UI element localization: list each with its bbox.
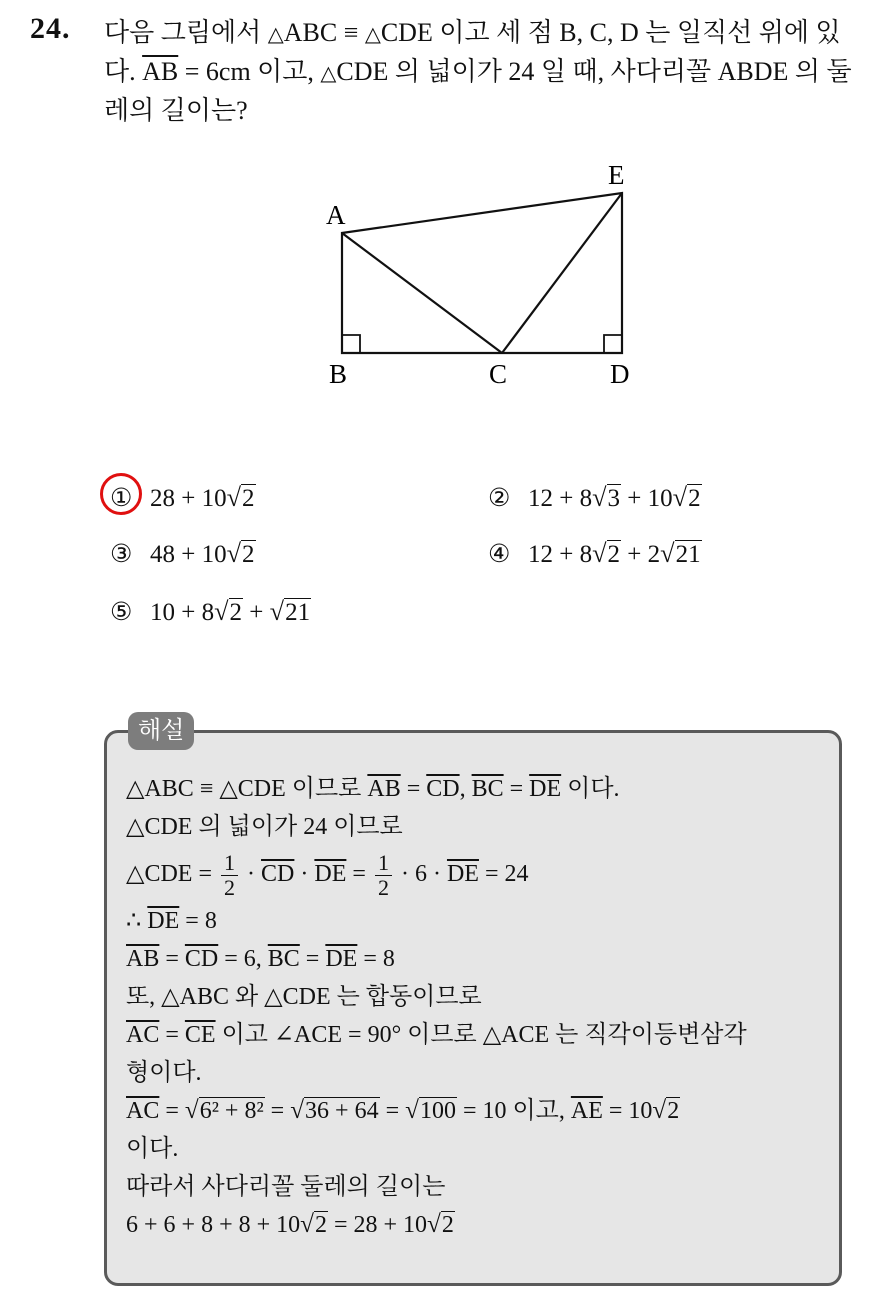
- solution-line-1: △ABC ≡ △CDE 이므로 $\overline{AB} = \overline{CD}$, $\overline{BC} = \overline{DE}$ 이다.: [126, 776, 620, 802]
- solution-line-12: 6 + 6 + 8 + 8 + 10√2 = 28 + 10√2: [126, 1211, 454, 1238]
- segment-ac: [342, 233, 502, 353]
- solution-line-7: $\overline{AC} = \overline{CE}$ 이고 ∠ACE = 90° 이므로 △ACE 는 직각이등변삼각: [126, 1022, 747, 1048]
- solution-line-4: ∴ $\overline{DE} = 8$: [126, 908, 217, 934]
- choice-1[interactable]: ① 28 + 10√2: [110, 483, 255, 512]
- choice-3[interactable]: ③ 48 + 10√2: [110, 539, 255, 568]
- solution-line-5: $\overline{AB} = \overline{CD} = 6$, $\overline{BC} = \overline{DE} = 8$: [126, 946, 395, 972]
- solution-line-2: △CDE 의 넓이가 24 이므로: [126, 814, 403, 840]
- question-number: 24.: [30, 12, 71, 45]
- label-b: B: [329, 359, 348, 389]
- segment-ce: [502, 193, 622, 353]
- question-text: 다음 그림에서 △ABC ≡ △CDE 이고 세 점 B, C, D 는 일직선 위에 있다. $\overline{AB} = 6cm$ 이고, △CDE 의 넓이가 24 일 때, 사다리꼴 ABDE 의 둘레의 길이는?: [104, 18, 852, 125]
- choice-5[interactable]: ⑤ 10 + 8√2 + √21: [110, 597, 311, 626]
- solution-line-10: 이다.: [126, 1136, 179, 1162]
- label-d: D: [610, 359, 630, 389]
- solution-line-8: 형이다.: [126, 1060, 202, 1086]
- label-a: A: [326, 200, 346, 230]
- solution-line-11: 따라서 사다리꼴 둘레의 길이는: [126, 1174, 446, 1200]
- label-c: C: [489, 359, 508, 389]
- choice-4[interactable]: ④ 12 + 8√2 + 2√21: [488, 539, 701, 568]
- solution-tab: 해설: [128, 712, 194, 750]
- right-angle-mark-d: [604, 335, 622, 353]
- solution-line-6: 또, △ABC 와 △CDE 는 합동이므로: [126, 984, 482, 1010]
- trapezoid-outline: [342, 193, 622, 353]
- solution-line-3: △CDE = $\frac{1}{2}$ · $\overline{CD} \cdot \overline{DE}$ = $\frac{1}{2}$ · $6 \cdot \overline{DE} = 24$: [126, 849, 529, 900]
- solution-line-9: $\overline{AC} = √6^2 + 8^2 = √36 + 64 = √100 = 10$ 이고, $\overline{AE} = 10√2$: [126, 1097, 680, 1124]
- label-e: E: [608, 160, 625, 190]
- choice-2[interactable]: ② 12 + 8√3 + 10√2: [488, 483, 701, 512]
- geometry-figure: [300, 150, 660, 400]
- solution-body: [126, 770, 826, 1244]
- right-angle-mark-b: [342, 335, 360, 353]
